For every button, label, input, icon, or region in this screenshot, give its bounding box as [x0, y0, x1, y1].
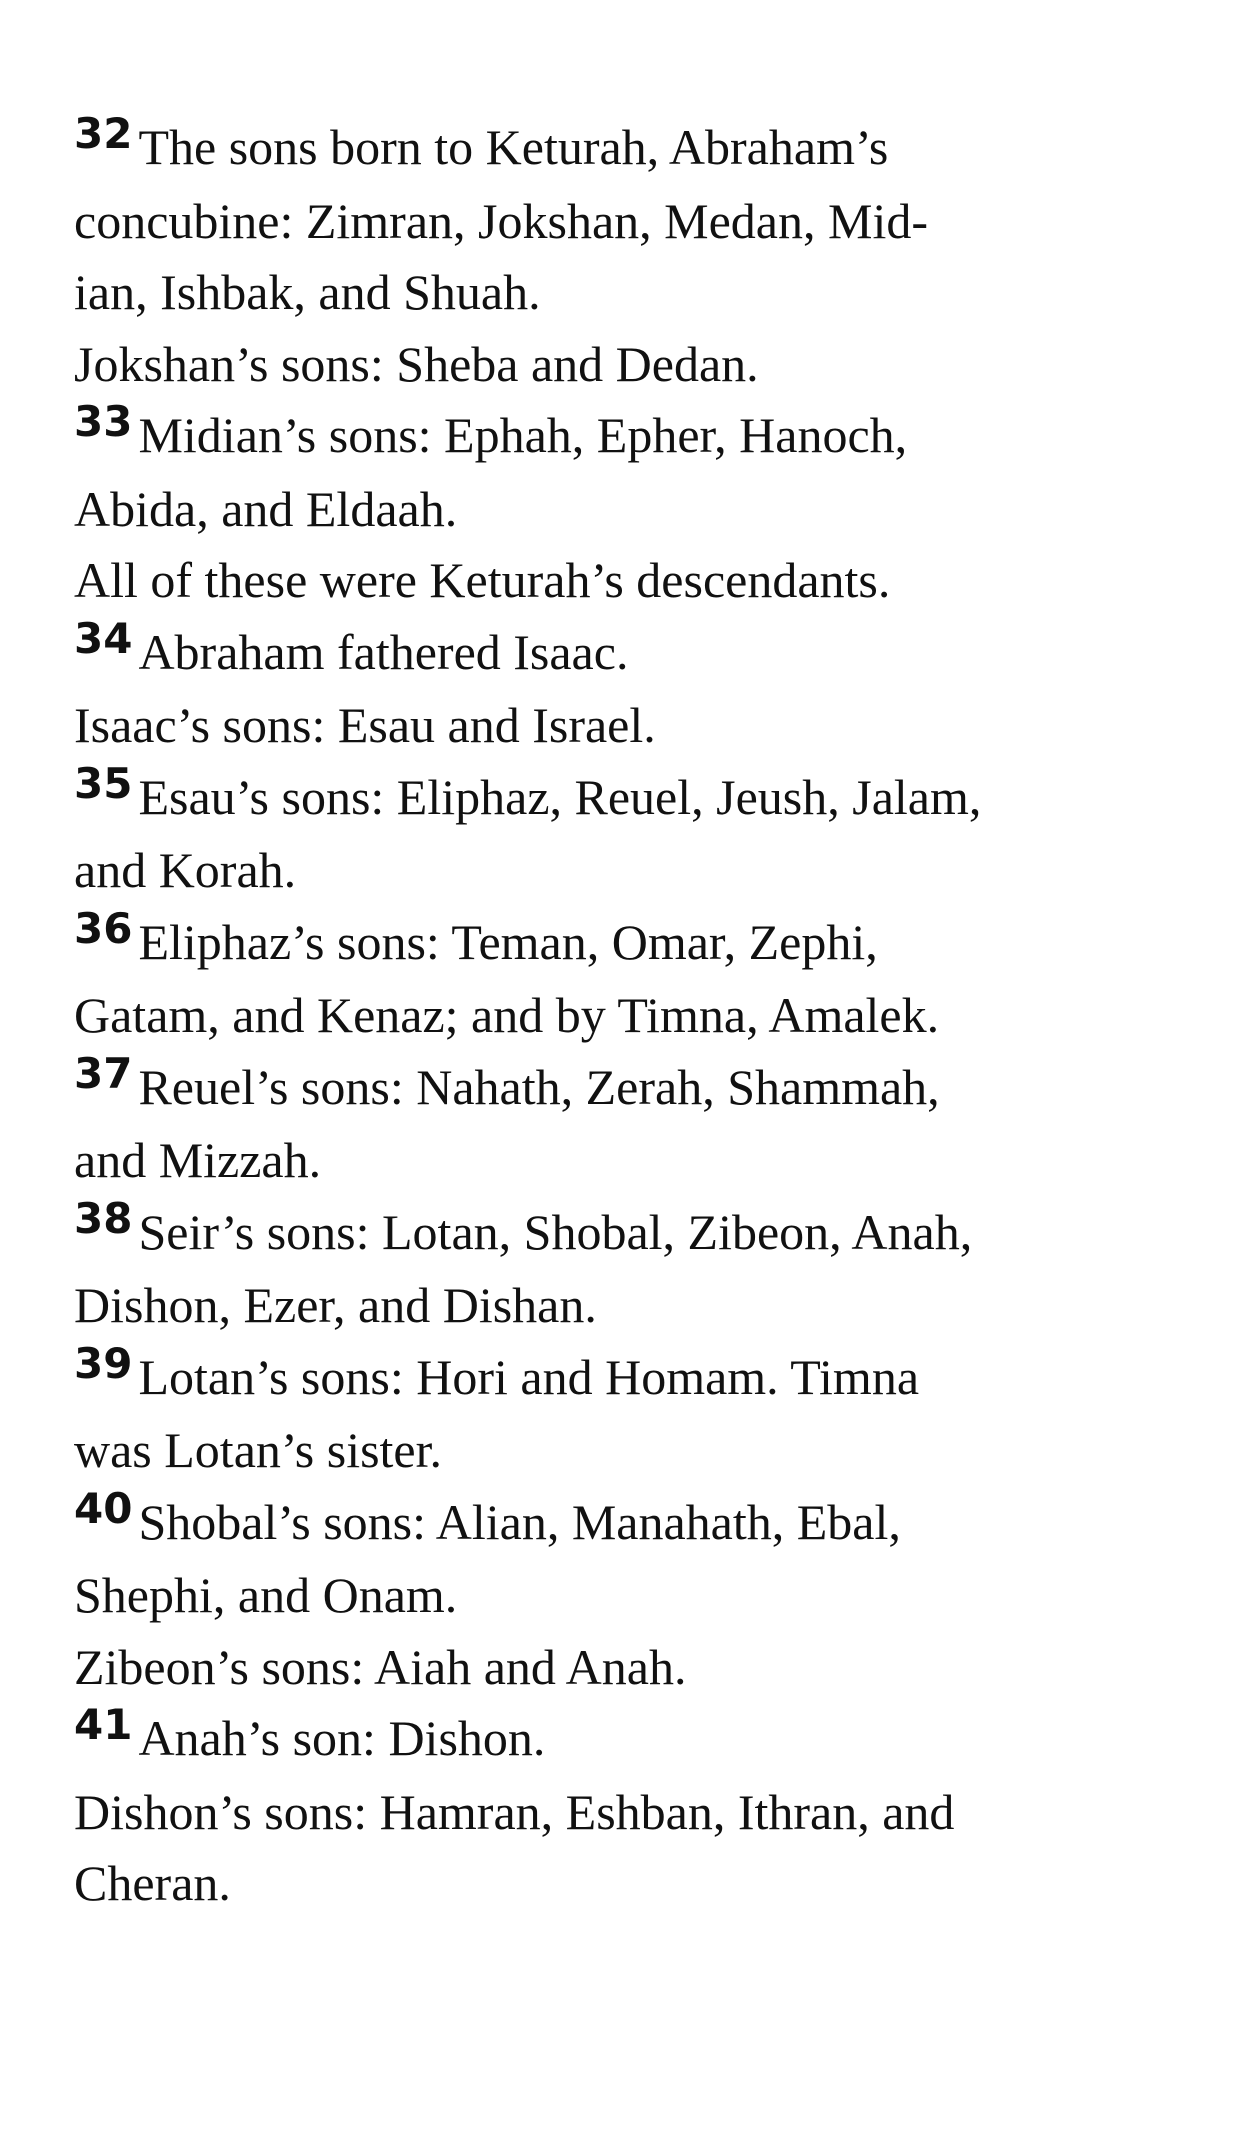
- verse-38: [74, 1193, 1204, 1342]
- verse-line: Shephi, and Onam.: [74, 1567, 458, 1623]
- verse-line: Cheran.: [74, 1855, 231, 1911]
- verse-number: 37: [74, 1048, 133, 1098]
- verse-text: Anah’s son: Dishon.: [138, 1710, 546, 1766]
- verse-line: [74, 1700, 1204, 1777]
- verse-text: Abraham fathered Isaac.: [138, 623, 629, 680]
- verse-41: [74, 1700, 1204, 1920]
- verse-text: Eliphaz’s sons: Teman, Omar, Zephi,: [138, 913, 878, 970]
- verse-39: [74, 1338, 1204, 1487]
- verse-line: [74, 109, 1204, 186]
- verse-line: Dishon’s sons: Hamran, Eshban, Ithran, and: [74, 1783, 955, 1840]
- verse-line: concubine: Zimran, Jokshan, Medan, Mid-: [74, 192, 928, 249]
- verse-32: [74, 109, 1204, 400]
- verse-number: 36: [74, 903, 133, 953]
- verse-line: [74, 1483, 1204, 1561]
- verse-line: [74, 758, 1204, 836]
- verse-number: 33: [74, 397, 133, 446]
- verse-line: Isaac’s sons: Esau and Israel.: [74, 697, 656, 753]
- verse-line: was Lotan’s sister.: [74, 1422, 443, 1478]
- verse-text: Midian’s sons: Ephah, Epher, Hanoch,: [138, 407, 908, 463]
- verse-text: Reuel’s sons: Nahath, Zerah, Shammah,: [138, 1058, 940, 1115]
- verse-line: and Korah.: [74, 842, 297, 898]
- verse-34: [74, 613, 1204, 762]
- verse-35: [74, 758, 1204, 907]
- verse-number: 34: [74, 613, 133, 663]
- verse-line: [74, 1048, 1204, 1126]
- verse-line: [74, 1338, 1204, 1416]
- verse-number: 38: [74, 1193, 133, 1243]
- verse-line: [74, 1193, 1204, 1271]
- verse-line: Abida, and Eldaah.: [74, 480, 458, 537]
- verse-number: 35: [74, 758, 133, 808]
- verse-line: Zibeon’s sons: Aiah and Anah.: [74, 1638, 687, 1695]
- verse-line: Dishon, Ezer, and Dishan.: [74, 1277, 597, 1333]
- verse-line: All of these were Keturah’s descendants.: [74, 552, 891, 608]
- verse-line: [74, 903, 1204, 981]
- verse-number: 32: [74, 109, 133, 158]
- verse-37: [74, 1048, 1204, 1197]
- verse-number: 40: [74, 1483, 133, 1533]
- verse-text: The sons born to Keturah, Abraham’s: [138, 119, 889, 175]
- verse-number: 39: [74, 1338, 133, 1388]
- verse-text: Seir’s sons: Lotan, Shobal, Zibeon, Anah,: [138, 1203, 973, 1260]
- verse-line: ian, Ishbak, and Shuah.: [74, 264, 541, 320]
- verse-text: Shobal’s sons: Alian, Manahath, Ebal,: [138, 1493, 901, 1550]
- scripture-text: [74, 109, 1204, 1920]
- verse-33: [74, 397, 1204, 617]
- verse-40: [74, 1483, 1204, 1704]
- verse-text: Esau’s sons: Eliphaz, Reuel, Jeush, Jalam,: [138, 768, 982, 825]
- verse-line: Jokshan’s sons: Sheba and Dedan.: [74, 335, 759, 392]
- verse-36: [74, 903, 1204, 1052]
- verse-text: Lotan’s sons: Hori and Homam. Timna: [138, 1348, 920, 1405]
- verse-line: and Mizzah.: [74, 1132, 322, 1188]
- verse-number: 41: [74, 1700, 133, 1749]
- verse-line: [74, 613, 1204, 691]
- verse-line: Gatam, and Kenaz; and by Timna, Amalek.: [74, 987, 940, 1043]
- verse-line: [74, 397, 1204, 474]
